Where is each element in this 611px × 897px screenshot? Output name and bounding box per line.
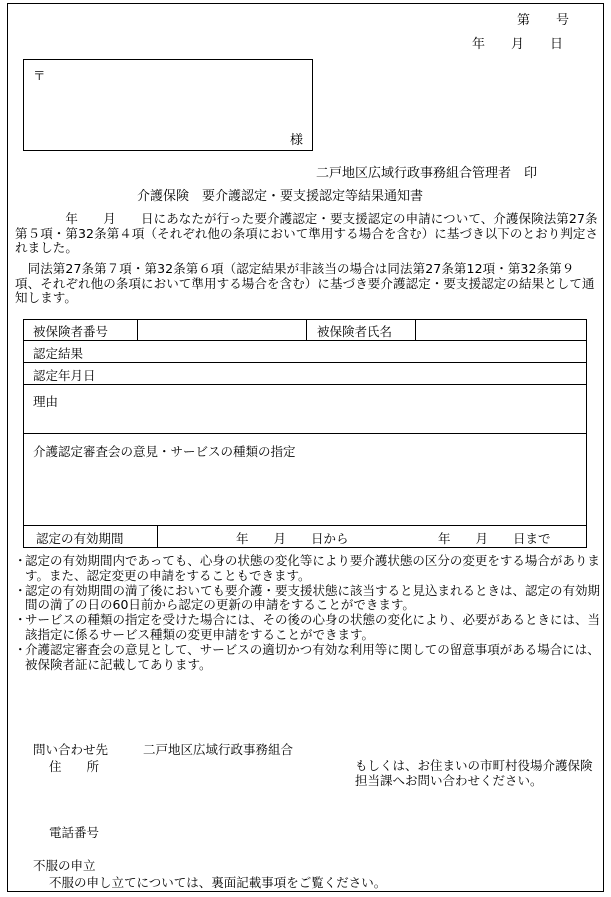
body-paragraph-2: 同法第27条第７項・第32条第６項（認定結果が非該当の場合は同法第27条第12項・第32条第９項、それぞれ他の条項において準用する場合を含む）に基づき要介護認定・要支援認定の結果として通知します。 — [15, 261, 595, 305]
issue-date: 年 月 日 — [472, 37, 564, 52]
appeal-text: 不服の申し立てについては、裏面記載事項をご覧ください。 — [49, 875, 387, 890]
note-item: ・ サービスの種類の指定を受けた場合には、その後の心身の状態の変化により、必要があるときには、当該指定に係るサービス種類の変更申請をすることができます。 — [14, 612, 601, 642]
body-paragraph-1: 年 月 日にあなたが行った要介護認定・要支援認定の申請について、介護保険法第27条第５項・第32条第４項（それぞれ他の条項において準用する場合を含む）に基づき以下のとおり判定されました。 — [15, 211, 599, 255]
postal-mark: 〒 — [33, 68, 46, 83]
committee-opinion-label: 介護認定審査会の意見・サービスの種類の指定 — [33, 444, 296, 459]
document-title: 介護保険 要介護認定・要支援認定等結果通知書 — [137, 189, 424, 204]
contact-address-label: 住 所 — [49, 759, 100, 774]
reason-label: 理由 — [33, 394, 59, 409]
note-item: ・ 認定の有効期間内であっても、心身の状態の変化等により要介護状態の区分の変更をする場合があります。また、認定変更の申請をすることもできます。 — [14, 553, 600, 583]
insured-number-label: 被保険者番号 — [33, 324, 109, 339]
note-item: ・ 介護認定審査会の意見として、サービスの適切かつ有効な利用等に関しての留意事項がある場合には、被保険者証に記載してあります。 — [14, 641, 600, 672]
issuer-name: 二戸地区広域行政事務組合管理者 印 — [316, 166, 538, 181]
validity-from: 年 月 日から — [236, 531, 349, 546]
document-number: 第 号 — [517, 13, 570, 28]
contact-label: 問い合わせ先 — [33, 742, 109, 757]
notes-list — [14, 554, 600, 672]
contact-alternative: もしくは、お住まいの市町村役場介護保険担当課へお問い合わせください。 — [355, 758, 593, 788]
appeal-heading: 不服の申立 — [33, 858, 96, 873]
address-box — [23, 59, 313, 151]
certification-date-label: 認定年月日 — [33, 368, 96, 383]
result-table — [23, 319, 587, 548]
contact-org: 二戸地区広域行政事務組合 — [143, 742, 294, 757]
contact-phone-label: 電話番号 — [49, 825, 100, 840]
insured-name-label: 被保険者氏名 — [317, 324, 393, 339]
certification-result-label: 認定結果 — [33, 346, 84, 361]
validity-to: 年 月 日まで — [438, 531, 551, 546]
note-item: ・ 認定の有効期間の満了後においても要介護・要支援状態に該当すると見込まれるときは、認定の有効期間の満了の日の60日前から認定の更新の申請をすることができます。 — [14, 582, 601, 613]
validity-period-label: 認定の有効期間 — [36, 531, 124, 546]
honorific: 様 — [290, 133, 304, 148]
